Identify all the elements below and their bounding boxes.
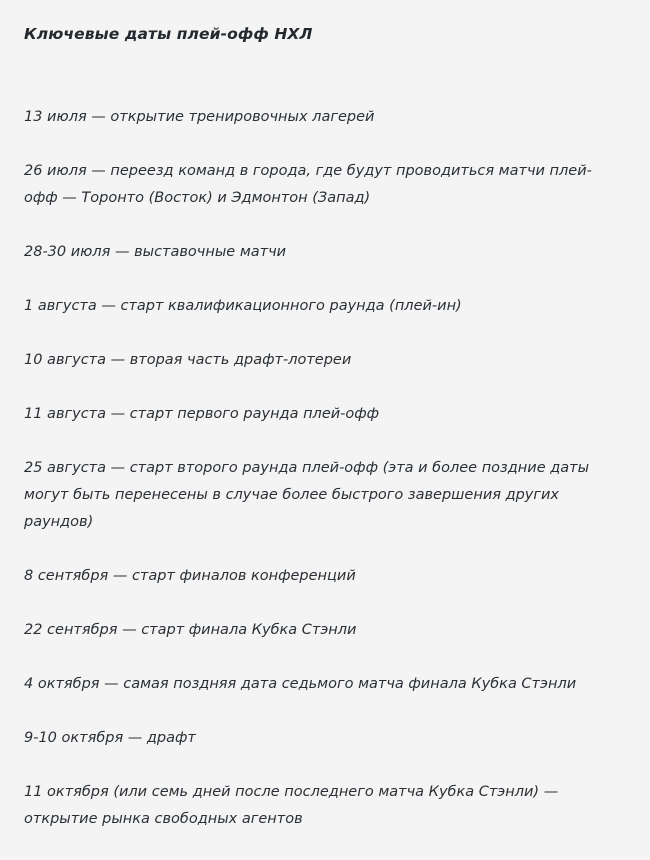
key-date-item: 10 августа — вторая часть драфт-лотереи (24, 352, 352, 368)
article-title: Ключевые даты плей-офф НХЛ (24, 25, 313, 43)
key-date-item: 11 августа — старт первого раунда плей-офф (24, 406, 380, 422)
key-date-item: 25 августа — старт второго раунда плей-офф (эта и более поздние даты могут быть перенесены в случае более быстрого завершения других раундов) (24, 460, 590, 530)
key-date-item: 13 июля — открытие тренировочных лагерей (24, 109, 375, 125)
key-dates-list (24, 104, 624, 860)
key-date-item: 9-10 октября — драфт (24, 730, 196, 746)
key-date-item: 11 октября (или семь дней после последнего матча Кубка Стэнли) — открытие рынка свободных агентов (24, 784, 559, 827)
key-date-item: 28-30 июля — выставочные матчи (24, 244, 287, 260)
key-date-item: 26 июля — переезд команд в города, где будут проводиться матчи плей-офф — Торонто (Восток) и Эдмонтон (Запад) (24, 163, 592, 206)
key-date-item: 4 октября — самая поздняя дата седьмого матча финала Кубка Стэнли (24, 676, 577, 692)
key-date-item: 1 августа — старт квалификационного раунда (плей-ин) (24, 298, 462, 314)
key-date-item: 22 сентября — старт финала Кубка Стэнли (24, 622, 357, 638)
key-date-item: 8 сентября — старт финалов конференций (24, 568, 356, 584)
